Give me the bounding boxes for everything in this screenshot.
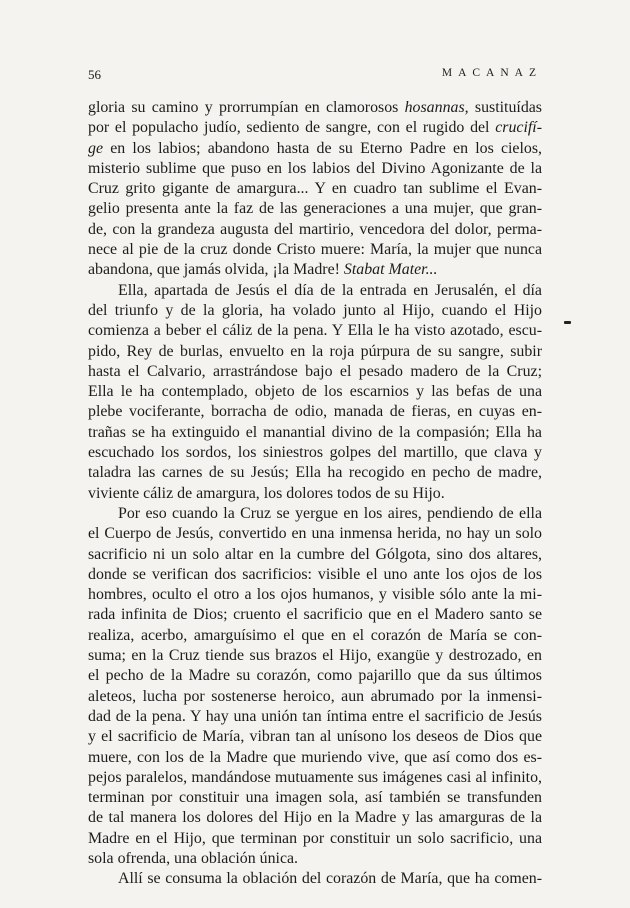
text-line: sola ofrenda, una oblación única. — [88, 849, 299, 867]
text-line: pejos paralelos, mandándose mutuamente sus imágenes casi al infinito, — [88, 768, 542, 786]
text-line: taladra las carnes de su Jesús; Ella ha recogido en pecho de madre, — [88, 464, 542, 482]
text-line: el Cuerpo de Jesús, convertido en una inmensa herida, no hay un solo — [88, 525, 542, 543]
text-line: hasta el Calvario, arrastrándose bajo el pesado madero de la Cruz; — [88, 362, 542, 380]
text-line: ge en los labios; abandono hasta de su Eterno Padre en los cielos, — [88, 139, 542, 157]
text-line: dad de la pena. Y hay una unión tan íntima entre el sacrificio de Jesús — [88, 707, 542, 725]
text-line: y el sacrificio de María, vibran tan al unísono los deseos de Dios que — [88, 728, 542, 746]
text-line: gelio presenta ante la faz de las generaciones a una mujer, que gran- — [88, 200, 542, 218]
text-line: el pecho de la Madre su corazón, como pajarillo que da sus últimos — [88, 667, 542, 685]
page-number: 56 — [88, 67, 101, 82]
text-line: donde se verifican dos sacrificios: visible el uno ante los ojos de los — [88, 565, 542, 583]
text-line: hombres, oculto el otro a los ojos humanos, y visible sólo ante la mi- — [88, 586, 542, 604]
text-line: trañas se ha extinguido el manantial divino de la compasión; Ella ha — [88, 423, 542, 441]
paragraph — [88, 504, 542, 869]
paragraph — [88, 869, 542, 889]
text-line: de tal manera los dolores del Hijo en la Madre y las amarguras de la — [88, 809, 542, 827]
text-line: misterio sublime que puso en los labios del Divino Agonizante de la — [88, 159, 542, 177]
text-line: pido, Rey de burlas, envuelto en la roja púrpura de su sangre, subir — [88, 342, 542, 360]
text-line: suma; en la Cruz tiende sus brazos el Hijo, exangüe y destrozado, en — [88, 647, 542, 665]
paragraph — [88, 98, 542, 281]
text-line: de, con la grandeza augusta del martirio, vencedora del dolor, perma- — [88, 220, 542, 238]
text-line: Ella, apartada de Jesús el día de la entrada en Jerusalén, el día — [118, 281, 542, 299]
text-line: terminan por constituir una imagen sola, así también se transfunden — [88, 789, 542, 807]
text-line: Por eso cuando la Cruz se yergue en los aires, pendiendo de ella — [118, 504, 542, 522]
text-line: rada infinita de Dios; cruento el sacrificio que en el Madero santo se — [88, 606, 542, 624]
text-line: por el populacho judío, sediento de sangre, con el rugido del crucifí- — [88, 119, 542, 137]
text-line: Ella le ha contemplado, objeto de los escarnios y las befas de una — [88, 383, 542, 401]
text-line: abandona, que jamás olvida, ¡la Madre! Stabat Mater... — [88, 261, 438, 279]
text-line: escuchado los sordos, los siniestros golpes del martillo, que clava y — [88, 444, 542, 462]
text-line: viviente cáliz de amargura, los dolores todos de su Hijo. — [88, 484, 445, 502]
text-line: nece al pie de la cruz donde Cristo muere: María, la mujer que nunca — [88, 241, 542, 259]
text-line: realiza, acerbo, amarguísimo el que en el corazón de María se con- — [88, 626, 542, 644]
text-line: aleteos, lucha por sostenerse heroico, aun abrumado por la inmensi- — [88, 687, 542, 705]
text-line: Cruz grito gigante de amargura... Y en cuadro tan sublime el Evan- — [88, 180, 542, 198]
text-line: comienza a beber el cáliz de la pena. Y Ella le ha visto azotado, escu- — [88, 322, 542, 340]
paragraph — [88, 281, 542, 504]
text-line: del triunfo y de la gloria, ha volado junto al Hijo, cuando el Hijo — [88, 301, 542, 319]
text-line: Madre en el Hijo, que terminan por constituir un solo sacrificio, una — [88, 829, 542, 847]
text-line: plebe vociferante, borracha de odio, manada de fieras, en cuyas en- — [88, 403, 542, 421]
text-line: gloria su camino y prorrumpían en clamorosos hosannas, sustituídas — [88, 99, 542, 116]
running-head: MACANAZ — [441, 67, 542, 79]
body-text — [88, 98, 542, 890]
text-line: Allí se consuma la oblación del corazón de María, que ha comen- — [118, 870, 542, 888]
text-line: muere, con los de la Madre que muriendo vive, que así como dos es- — [88, 748, 542, 766]
text-line: sacrificio ni un solo altar en la cumbre del Gólgota, sino dos altares, — [88, 545, 542, 563]
ink-speck — [564, 321, 571, 324]
